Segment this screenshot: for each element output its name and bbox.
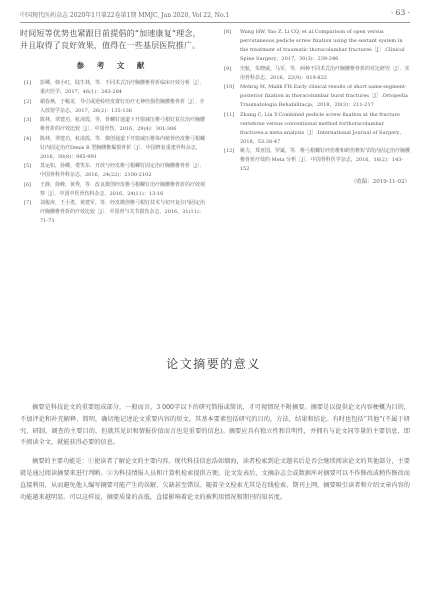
reference-text: 王静，徐峰，黄秀，等．改良微创经皮椎弓根螺钉治疗胸腰椎骨折的疗效观察［J］．中国中医骨伤科杂志，2016，24(11)：13-16	[40, 181, 206, 197]
reference-item	[220, 28, 410, 64]
reference-text: 陈林，翠建功，杭凌霞，等．微创通道下开窗减压椎体内植骨经皮椎弓根螺钉内固定治疗Denis B 型胸腰椎爆裂骨折［J］．中国修复重建外科杂志，2016，30(8)：985-991	[40, 135, 206, 160]
reference-item	[20, 116, 206, 134]
page-number: · 63 ·	[390, 8, 410, 17]
reference-item	[20, 135, 206, 162]
reference-number: [12]	[224, 148, 235, 154]
right-column	[220, 28, 410, 185]
section-title: 论文摘要的意义	[166, 357, 261, 371]
reference-number: [11]	[224, 111, 235, 118]
references-heading: 参 考 文 献	[76, 61, 150, 70]
paragraph-2: 摘要的主要功能是：①使读者了解论文的主要内容。现代科技信息浩如烟海，读者检索到论文题名后是否会继续阅读论文的其他部分，主要就是通过阅读摘要来进行判断。②为科技情报人员和计算机检索提供方便。论文发表后，文摘杂志会或数据库对摘要可以不作修改或稍作修改而直接利用，从而避免他人编写摘要可能产生的误解、欠缺甚至错误。随着全文检索尤其是在线检索、期刊上网，摘要吸引读者和介绍文章内容的功能越来越明显。可以这样说，摘要质量的高低，直接影响着论文的被利用情况和期刊的知名度。	[20, 458, 410, 501]
reference-item	[220, 111, 410, 147]
reference-item	[220, 147, 410, 174]
reference-item	[20, 199, 206, 226]
reference-number: [6]	[24, 181, 32, 188]
reference-number: [10]	[224, 84, 235, 90]
reference-number: [4]	[24, 135, 32, 142]
left-column	[20, 28, 206, 227]
reference-text: 莫运如，孙卿，费笑东．开放与经皮椎弓根螺钉固定治疗胸腰椎骨折［J］．中国骨科外科杂志，2016，24(22)：2100-2102	[40, 163, 205, 178]
reference-list-right	[220, 28, 410, 174]
reference-number: [7]	[24, 200, 32, 206]
reference-text: Mehraj M, Malik FH.Early clinical results of short same-segment-posterior fixation in thoracolumbar burst fractures［J］.Ortopedia Traumatologia Rehabilitacja，2018，20(3)：211-217	[240, 84, 409, 108]
received-date: （收稿：2019-11-02）	[350, 179, 410, 185]
conclusion-text: 时间短等优势也紧跟目前提倡的“加速康复”理念，并且取得了良好效果，值得在一些基层医院推广。	[20, 29, 201, 50]
reference-item	[20, 162, 206, 180]
paragraph-1: 摘要是科技论文的重要组成部分，一般而言，3 000字以下的研究简报或简讯，才可视情况不附摘要。摘要是以提供论文内容梗概为目的，不加评论和补充解释，简明，确切地记述论文重要内容的短文。其基本要素包括研究的目的，方法，结果和结论。有时也包括“其他”(不属于研究、研制、调查的主要目的，但就其见识和情报价值而言也是重要的信息)。摘要应具有独立性和自明性，并拥有与论文同等量的主要信息，即不阅读全文，就能获得必要的信息。	[20, 404, 410, 447]
reference-text: Zhang C, Liu Y.Combined pedicle screw fixation at the fracture vertebrae versus conventional method forthoracolumbar fractures:a meta-analysis［J］.International Journal of Surgery，2018，53:38-47	[240, 111, 405, 145]
reference-text: 谢春燕，于峻龙．导引或逆转经皮置钉治疗无神经损伤胸腰椎骨折［J］．介入放射学杂志，2017，26(2)：135-136	[40, 98, 205, 114]
running-header	[20, 8, 410, 23]
reference-number: [8]	[224, 29, 232, 35]
reference-list-left	[20, 79, 206, 226]
reference-item	[20, 98, 206, 116]
reference-number: [5]	[24, 163, 32, 169]
reference-text: 刘俊涛，王小勇，黄建军，等．经皮微创椎弓根钉技术与切开复位内固定治疗胸腰椎骨折的疗效比较［J］．中国骨与关节损伤杂志，2016，31(11)：71-73	[40, 200, 206, 224]
article-body	[20, 402, 410, 510]
reference-item	[220, 65, 410, 83]
reference-item	[20, 181, 206, 199]
reference-text: 彭卿，韩小红，陆生林，等．不同术式治疗胸腰椎骨折临床疗效分析［J］．重庆医学，2017，46(1)：283-284	[40, 80, 205, 95]
journal-info: 中国现代医药杂志 2020年1月第22卷第1期 MMJC, Jan 2020, Vol 22, No.1	[20, 12, 230, 19]
reference-text: 史航，朱晓威，马军，等．两种不同术式治疗胸腰椎骨折的对比研究［J］．实用骨科杂志，2016，22(9)：819-822	[240, 65, 410, 81]
reference-item	[20, 79, 206, 97]
reference-number: [9]	[224, 65, 232, 72]
reference-number: [3]	[24, 117, 32, 123]
reference-text: 姚力，郑亚国，罗斌，等．椎弓根螺钉经伤椎和跨伤椎短节段内固定治疗胸腰椎骨折疗效的 Meta 分析［J］．中国骨科医学杂志，2016，16(2)：143-152	[240, 148, 411, 172]
reference-item	[220, 83, 410, 110]
reference-number: [2]	[24, 98, 32, 105]
reference-text: Wang HW, Yao Z, Li CQ, et al.Comparison of open versus percutaneous pedicle screw fixation using the sextant system in the treatment of traumatic thoracolumbar fractures［J］.Clinical Spine Surgery，2017，30(3)：239-246	[240, 29, 405, 62]
reference-text: 陈林，翠建功，杭凌霞，等．骨螺钉通道下开窗减压椎弓根钉复位治疗胸腰椎骨折的疗效比较［J］．中国骨伤，2016，29(4)：301-306	[40, 117, 206, 132]
reference-number: [1]	[24, 80, 32, 86]
